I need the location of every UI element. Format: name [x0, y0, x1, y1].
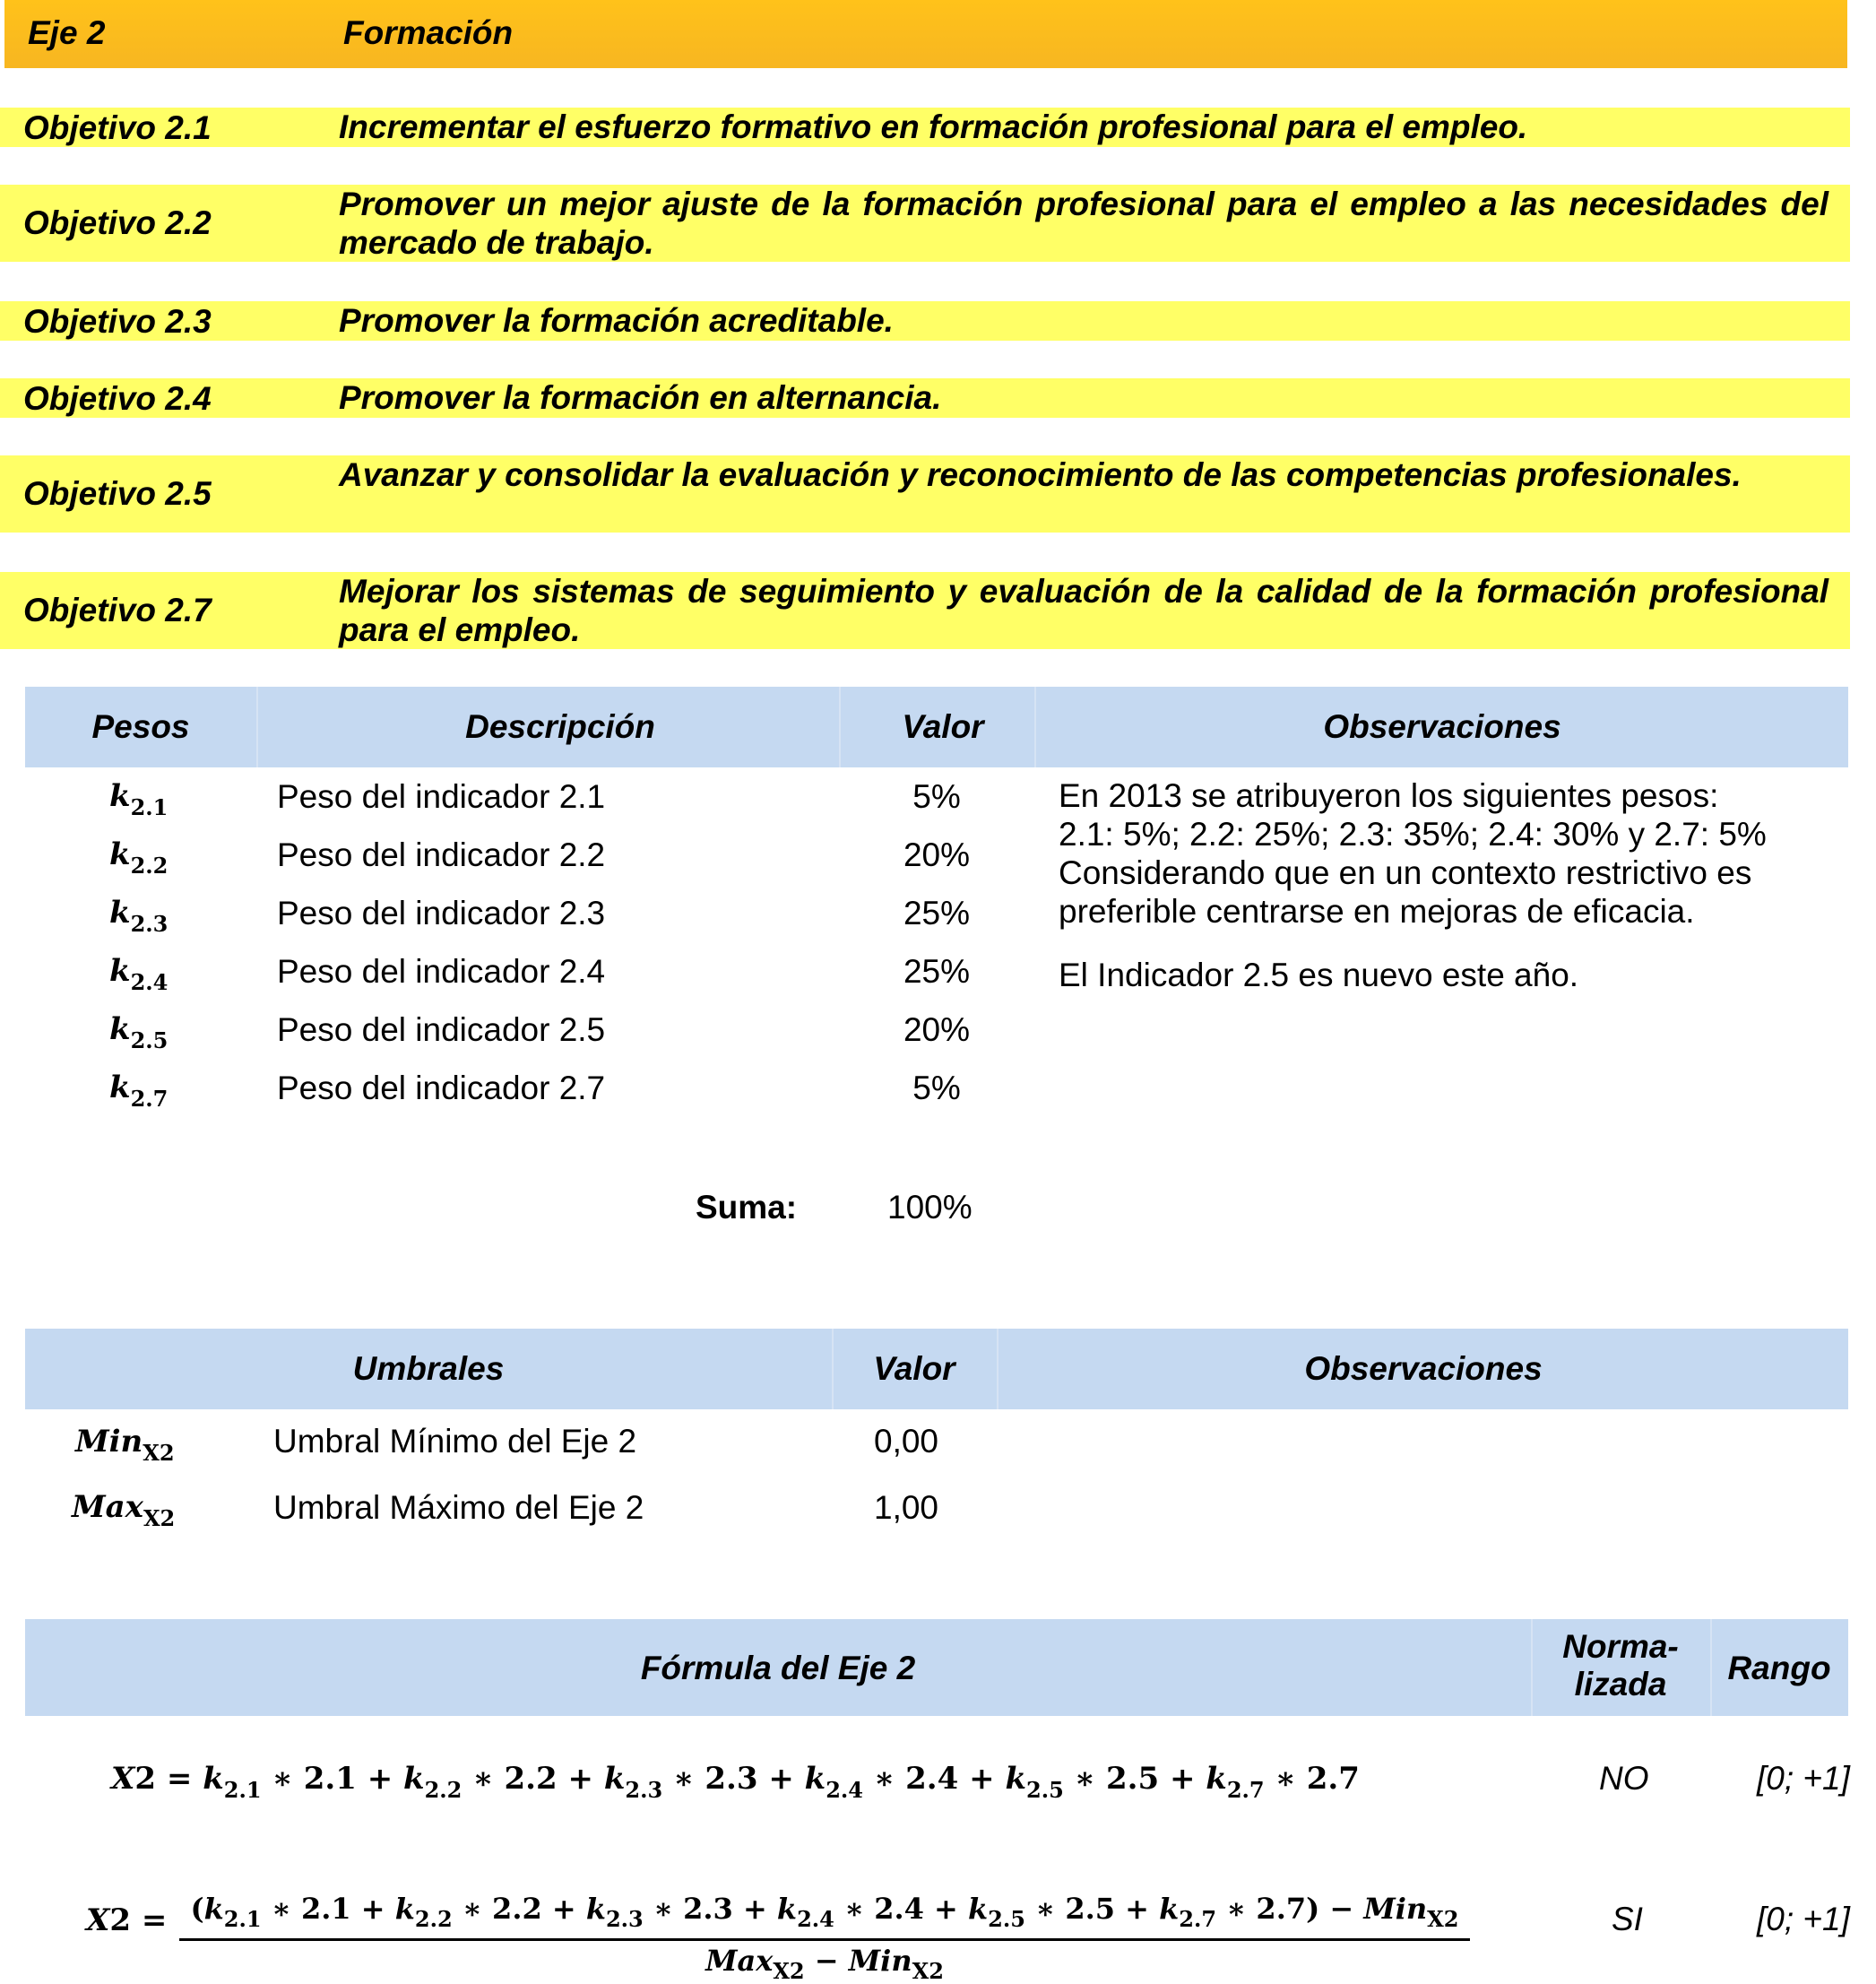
objective-row	[0, 378, 1850, 418]
threshold-description: Umbral Mínimo del Eje 2	[273, 1423, 637, 1460]
formula-range: [0; +1]	[1757, 1760, 1850, 1797]
header-formula: Fórmula del Eje 2	[640, 1650, 916, 1686]
thresholds-table-header	[25, 1329, 1848, 1409]
objective-text: Promover la formación acreditable.	[339, 302, 894, 339]
threshold-value: 1,00	[874, 1489, 939, 1526]
objective-id: Objetivo 2.2	[23, 204, 212, 241]
formula-normalized-si: SI	[1612, 1901, 1643, 1937]
objective-text: Promover la formación en alternancia.	[339, 379, 942, 416]
objective-id: Objetivo 2.5	[23, 475, 212, 512]
header-umbrales: Umbrales	[352, 1350, 505, 1387]
threshold-symbol-max: Max$_{X2}$	[72, 1489, 176, 1531]
header-valor: Valor	[873, 1350, 955, 1387]
axis-title: Formación	[343, 14, 514, 51]
observation-paragraph: En 2013 se atribuyeron los siguientes pesos:	[1059, 777, 1719, 814]
formula-normalized-no: NO	[1599, 1760, 1649, 1797]
sum-value: 100%	[887, 1189, 973, 1226]
weight-description: Peso del indicador 2.1	[277, 778, 606, 815]
observation-paragraph: 2.1: 5%; 2.2: 25%; 2.3: 35%; 2.4: 30% y 2.7: 5%	[1059, 816, 1767, 853]
objective-row	[0, 301, 1850, 341]
weight-description: Peso del indicador 2.7	[277, 1070, 606, 1106]
objective-text: Avanzar y consolidar la evaluación y reconocimiento de las competencias profesionales.	[339, 456, 1742, 493]
header-observaciones: Observaciones	[1323, 708, 1561, 745]
axis-header-band	[4, 0, 1847, 68]
objective-text: Incrementar el esfuerzo formativo en formación profesional para el empleo.	[339, 108, 1528, 145]
objective-id: Objetivo 2.7	[23, 592, 212, 628]
weight-symbol: $k_{2.3}$	[109, 895, 169, 937]
weight-description: Peso del indicador 2.4	[277, 953, 606, 990]
weights-table-header	[25, 687, 1848, 767]
objective-row	[0, 185, 1850, 262]
weight-description: Peso del indicador 2.5	[277, 1011, 606, 1048]
header-observaciones: Observaciones	[1304, 1350, 1543, 1387]
weight-symbol: $k_{2.5}$	[109, 1011, 169, 1053]
header-normalizada: Norma- lizada	[1562, 1628, 1679, 1702]
weight-description: Peso del indicador 2.2	[277, 836, 606, 873]
threshold-value: 0,00	[874, 1423, 939, 1460]
header-valor: Valor	[902, 708, 984, 745]
threshold-symbol-min: Min$_{X2}$	[75, 1424, 175, 1466]
header-pesos: Pesos	[91, 708, 190, 745]
objective-text: Mejorar los sistemas de seguimiento y evaluación de la calidad de la formación profesional para el empleo.	[339, 573, 1828, 648]
header-rango: Rango	[1727, 1650, 1831, 1686]
formula-table-header	[25, 1619, 1848, 1716]
formula-range: [0; +1]	[1757, 1901, 1850, 1937]
formula-unnormalized: $X2 = k_{2.1}$ ∗ $2.1 + k_{2.2}$ ∗ $2.2 + k_{2.3}$ ∗ $2.3 + k_{2.4}$ ∗ $2.4 + k_{2.5}$ ∗ $2.5 + k_{2.7}$ ∗ 2.7	[111, 1761, 1360, 1803]
objective-id: Objetivo 2.1	[23, 109, 212, 146]
formula-numerator: ($k_{2.1}$ ∗ $2.1 + k_{2.2}$ ∗ $2.2 + k_{2.3}$ ∗ $2.3 + k_{2.4}$ ∗ $2.4 + k_{2.5}$ ∗ $2.5 + k_{2.7}$ ∗ 2.7) − Min$_{X2}$	[190, 1892, 1459, 1933]
objective-row	[0, 572, 1850, 649]
fraction-bar	[179, 1938, 1470, 1941]
objective-id: Objetivo 2.3	[23, 303, 212, 340]
threshold-description: Umbral Máximo del Eje 2	[273, 1489, 644, 1526]
weight-symbol: $k_{2.4}$	[109, 953, 169, 995]
header-descripcion: Descripción	[465, 708, 655, 745]
formula-denominator: Max$_{X2}$ − Min$_{X2}$	[705, 1944, 944, 1984]
sum-label: Suma:	[696, 1189, 798, 1226]
objective-row	[0, 108, 1850, 147]
formula-normalized-lhs: X2 =	[86, 1902, 168, 1938]
observation-paragraph: El Indicador 2.5 es nuevo este año.	[1059, 957, 1579, 993]
observation-paragraph: Considerando que en un contexto restrictivo es preferible centrarse en mejoras de eficacia.	[1059, 854, 1752, 930]
axis-label: Eje 2	[28, 14, 106, 51]
objective-id: Objetivo 2.4	[23, 380, 212, 417]
weights-observations	[1059, 776, 1794, 994]
objective-row	[0, 455, 1850, 533]
weight-symbol: $k_{2.7}$	[109, 1070, 169, 1112]
objective-text: Promover un mejor ajuste de la formación profesional para el empleo a las necesidades del mercado de trabajo.	[339, 186, 1828, 261]
weight-description: Peso del indicador 2.3	[277, 895, 606, 931]
weight-symbol: $k_{2.1}$	[109, 778, 169, 820]
weight-symbol: $k_{2.2}$	[109, 836, 169, 879]
